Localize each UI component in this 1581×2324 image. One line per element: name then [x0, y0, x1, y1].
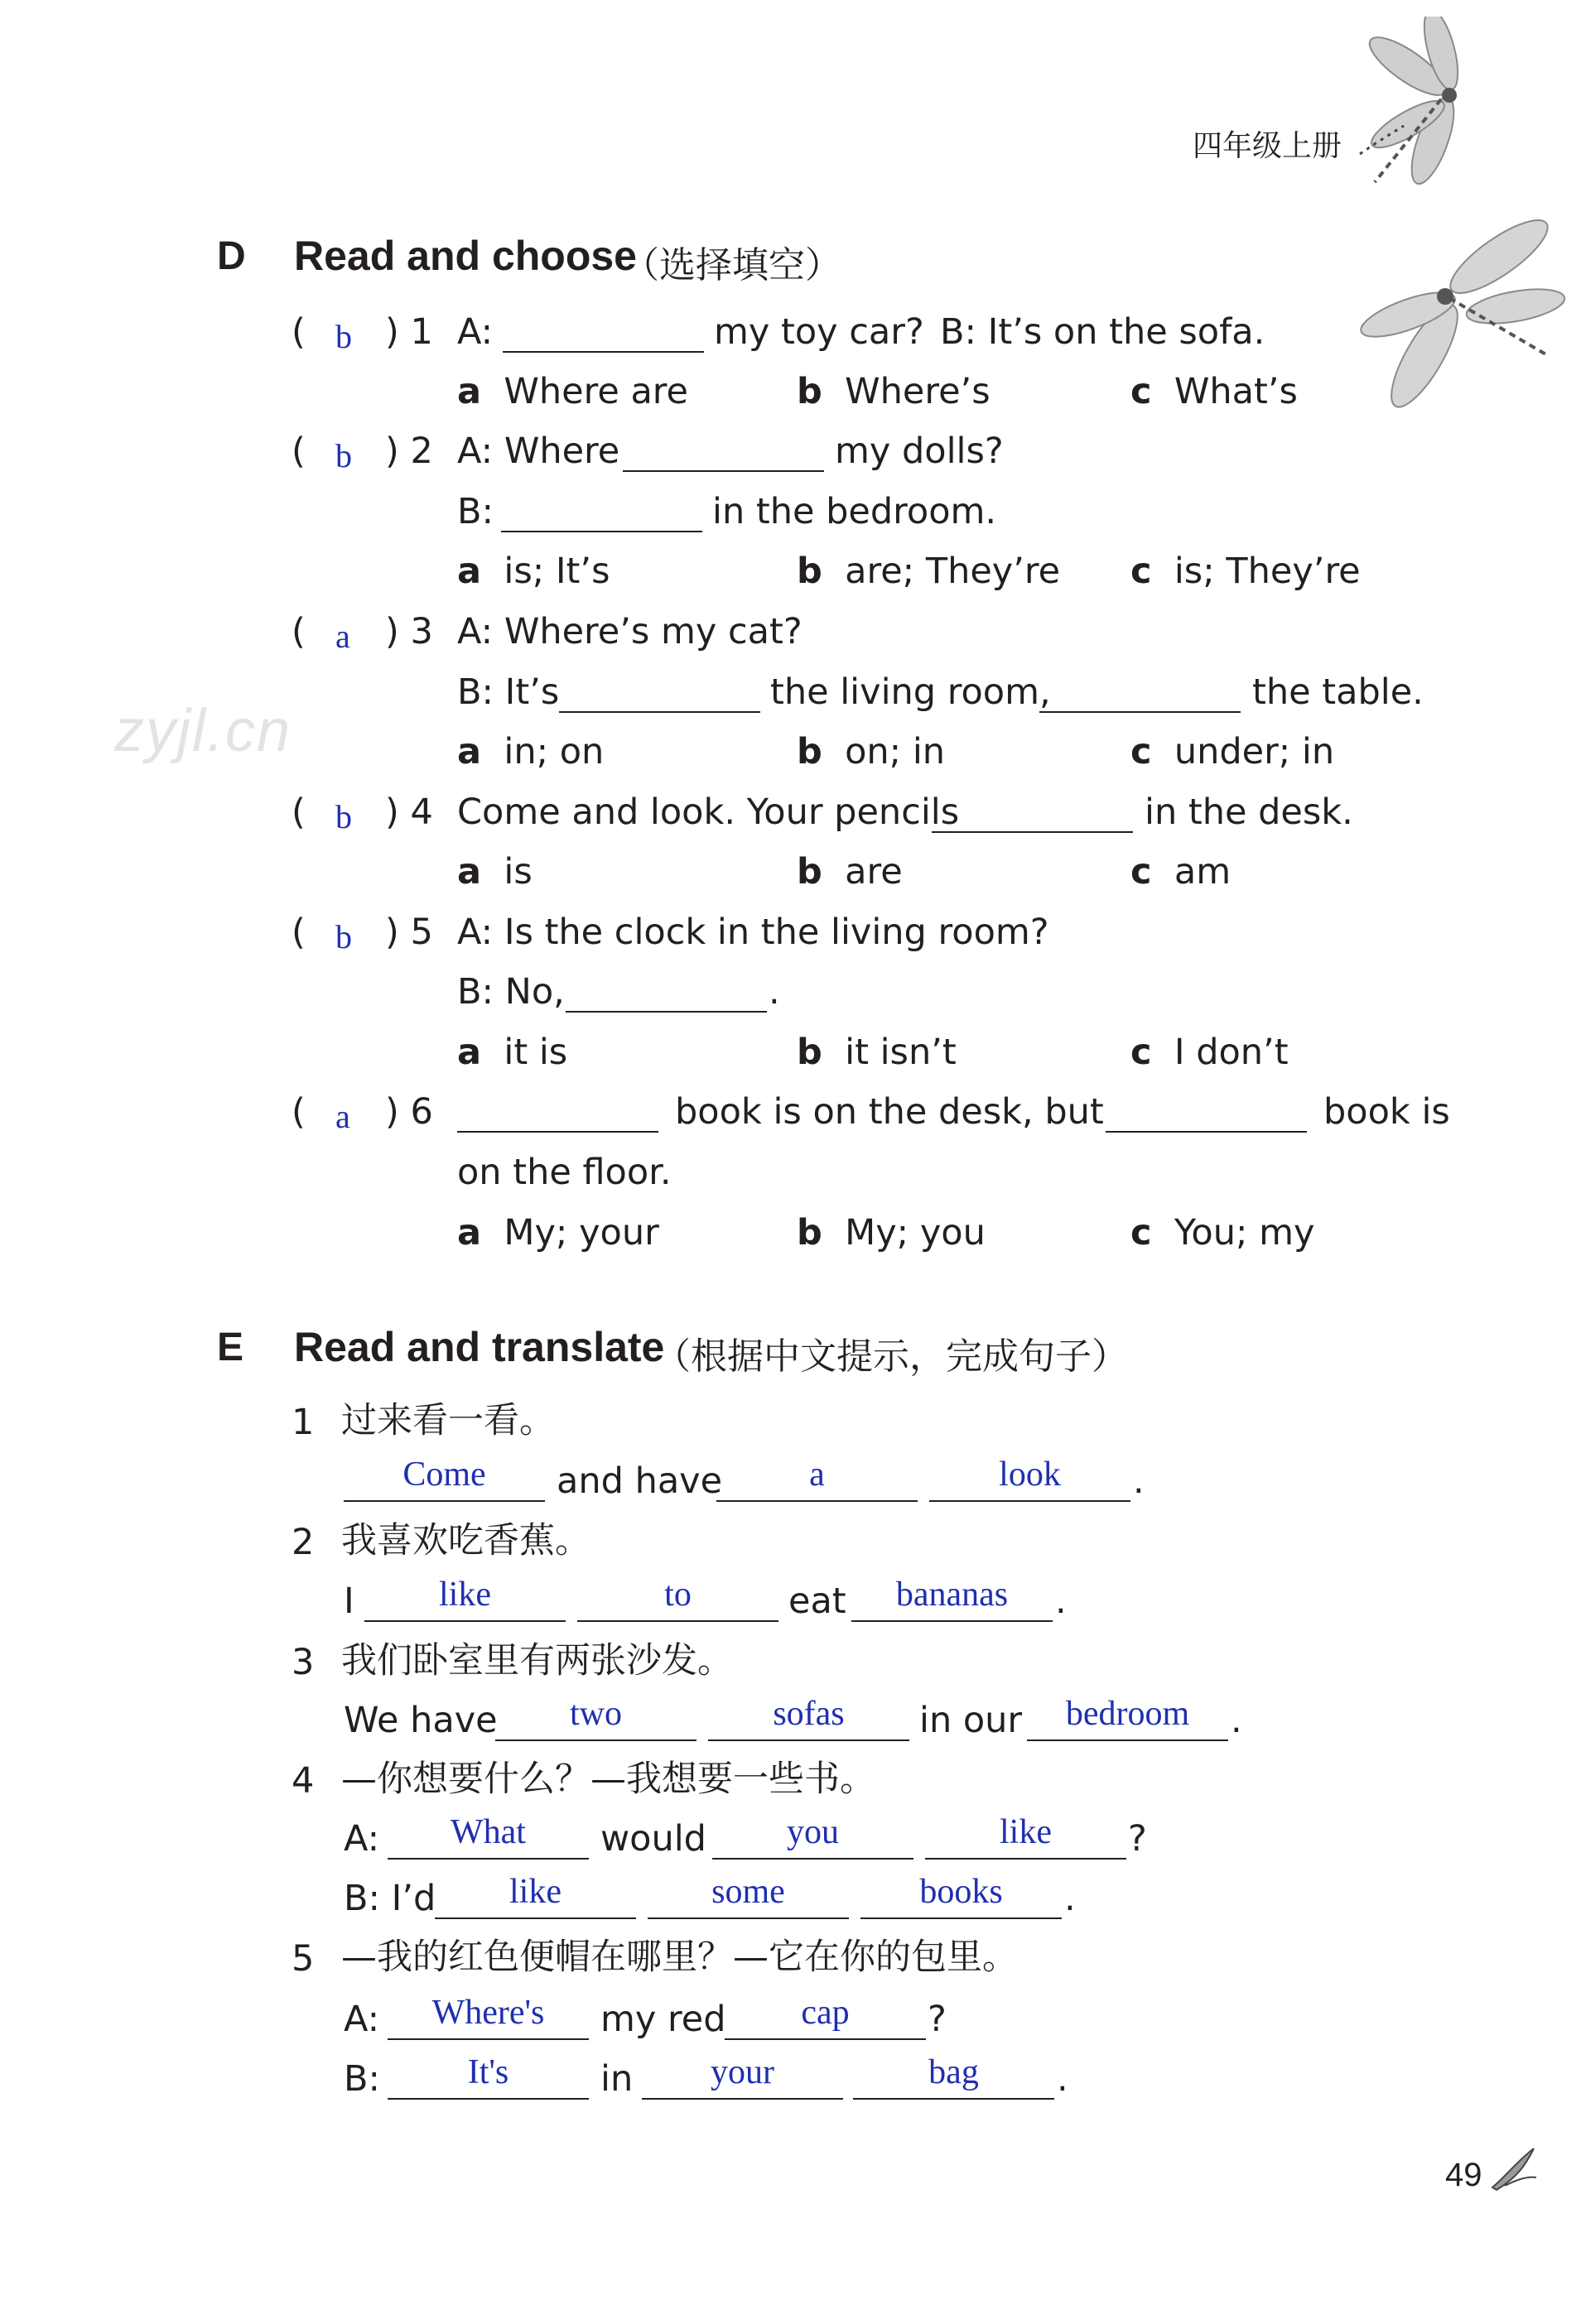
- text: my red: [600, 1999, 726, 2040]
- blank: [642, 2098, 843, 2100]
- answer: you: [787, 1813, 839, 1851]
- answer: bedroom: [1065, 1695, 1190, 1733]
- line-a-pre: A:: [344, 1999, 380, 2040]
- line1-post: my toy car?: [714, 311, 924, 353]
- line1-tail: B: It’s on the sofa.: [940, 311, 1265, 353]
- line2: on the floor.: [457, 1152, 672, 1193]
- item-number: 1: [292, 1402, 315, 1443]
- blank: [503, 351, 704, 353]
- option: a it is: [457, 1032, 568, 1073]
- blank: [435, 1917, 636, 1919]
- blank: [1106, 1131, 1307, 1133]
- chinese-prompt: 我们卧室里有两张沙发。: [341, 1640, 733, 1682]
- text: I: [344, 1581, 354, 1622]
- blank: [566, 1011, 767, 1013]
- blank: [495, 1739, 697, 1741]
- line1-mid: book is on the desk, but: [675, 1091, 1104, 1133]
- question-number: ) 4: [385, 792, 433, 833]
- punctuation: .: [1231, 1700, 1242, 1741]
- answer: cap: [801, 1994, 850, 2032]
- line2-post: in the bedroom.: [712, 491, 997, 532]
- option: c am: [1130, 851, 1232, 893]
- chinese-prompt: 我喜欢吃香蕉。: [341, 1520, 590, 1561]
- blank: [364, 1620, 566, 1622]
- option: a in; on: [457, 731, 605, 772]
- section-d-subtitle: （选择填空）: [623, 244, 841, 286]
- blank: [501, 531, 702, 532]
- blank: [851, 1620, 1053, 1622]
- line-b-pre: B:: [344, 2058, 380, 2100]
- dotted-arc-decoration: [1358, 124, 1408, 157]
- answer: Where's: [431, 1994, 545, 2032]
- option: b are; They’re: [797, 551, 1061, 592]
- answer: b: [335, 918, 352, 955]
- answer: b: [335, 437, 352, 474]
- answer: look: [999, 1456, 1061, 1494]
- option: c You; my: [1130, 1212, 1315, 1253]
- chinese-prompt: 过来看一看。: [341, 1400, 555, 1441]
- page-number: 49: [1445, 2157, 1482, 2193]
- text: eat: [788, 1581, 846, 1622]
- answer: some: [711, 1873, 785, 1911]
- answer: two: [570, 1695, 622, 1733]
- blank: [860, 1917, 1062, 1919]
- line2-pre: B: No,: [457, 971, 565, 1013]
- option: b on; in: [797, 731, 946, 772]
- chinese-prompt: —你想要什么？—我想要一些书。: [341, 1759, 875, 1800]
- answer: a: [335, 618, 350, 655]
- option: c What’s: [1130, 371, 1298, 412]
- answer: like: [509, 1873, 562, 1911]
- line1-post: in the desk.: [1145, 792, 1353, 833]
- paren-open: (: [292, 611, 306, 652]
- blank: [1039, 711, 1241, 713]
- blank: [388, 2098, 589, 2100]
- text: and have: [557, 1460, 723, 1502]
- punctuation: ?: [928, 1999, 947, 2040]
- line-a-pre: A:: [344, 1818, 380, 1860]
- blank: [344, 1500, 545, 1502]
- answer: to: [664, 1576, 692, 1614]
- line2-mid: the living room,: [770, 671, 1051, 713]
- punctuation: .: [1055, 1581, 1067, 1622]
- line2-post: .: [769, 971, 780, 1013]
- answer: like: [1000, 1813, 1052, 1851]
- option: c I don’t: [1130, 1032, 1289, 1073]
- section-d-title: Read and choose: [294, 233, 637, 279]
- line1-pre: A:: [457, 311, 494, 353]
- question-number: ) 6: [385, 1091, 433, 1133]
- watermark: zyjl.cn: [114, 698, 292, 764]
- dragonfly-decoration-bottom: [1358, 190, 1574, 431]
- blank: [577, 1620, 778, 1622]
- blank: [623, 470, 824, 472]
- paren-open: (: [292, 912, 306, 953]
- item-number: 2: [292, 1522, 315, 1563]
- question-number: ) 1: [385, 311, 433, 353]
- answer: What: [451, 1813, 526, 1851]
- chinese-prompt: —我的红色便帽在哪里？—它在你的包里。: [341, 1937, 1018, 1978]
- option: a Where are: [457, 371, 688, 412]
- paren-open: (: [292, 1091, 306, 1133]
- answer: books: [919, 1873, 1003, 1911]
- section-e-letter: E: [217, 1326, 244, 1369]
- section-e-subtitle: （根据中文提示，完成句子）: [654, 1335, 1128, 1378]
- option: a is: [457, 851, 533, 893]
- line1-pre: A: Where: [457, 431, 620, 472]
- text: in: [600, 2058, 634, 2100]
- dragonfly-decoration-top: [1358, 17, 1574, 199]
- text: in our: [919, 1700, 1023, 1741]
- paren-open: (: [292, 431, 306, 472]
- item-number: 5: [292, 1938, 315, 1980]
- line2-pre: B:: [457, 491, 494, 532]
- blank: [457, 1131, 658, 1133]
- punctuation: .: [1064, 1878, 1076, 1919]
- option: b Where’s: [797, 371, 991, 412]
- blank: [853, 2098, 1054, 2100]
- answer: a: [809, 1456, 825, 1494]
- grade-label: 四年级上册: [1193, 129, 1342, 163]
- blank: [388, 2038, 589, 2040]
- blank: [716, 1500, 918, 1502]
- answer: like: [439, 1576, 491, 1614]
- section-d-letter: D: [217, 234, 246, 278]
- question-number: ) 3: [385, 611, 433, 652]
- option: b it isn’t: [797, 1032, 957, 1073]
- answer: your: [711, 2053, 774, 2091]
- answer: bag: [928, 2053, 979, 2091]
- blank: [725, 2038, 926, 2040]
- answer: a: [335, 1098, 350, 1135]
- answer: bananas: [895, 1576, 1009, 1614]
- option: c is; They’re: [1130, 551, 1361, 592]
- text: would: [600, 1818, 706, 1860]
- punctuation: .: [1133, 1460, 1145, 1502]
- answer: b: [335, 798, 352, 835]
- option: b My; you: [797, 1212, 986, 1253]
- paren-open: (: [292, 311, 306, 353]
- text: We have: [344, 1700, 498, 1741]
- punctuation: ?: [1128, 1818, 1147, 1860]
- blank: [929, 1500, 1130, 1502]
- paren-open: (: [292, 792, 306, 833]
- blank: [932, 831, 1133, 833]
- blank: [388, 1858, 589, 1860]
- option: b are: [797, 851, 903, 893]
- line1: A: Where’s my cat?: [457, 611, 803, 652]
- question-number: ) 5: [385, 912, 433, 953]
- line2-post: the table.: [1252, 671, 1424, 713]
- answer: It's: [467, 2053, 509, 2091]
- line2-pre: B: It’s: [457, 671, 560, 713]
- blank: [708, 1739, 909, 1741]
- blank: [559, 711, 760, 713]
- blank: [1027, 1739, 1228, 1741]
- line1: A: Is the clock in the living room?: [457, 912, 1049, 953]
- blank: [648, 1917, 849, 1919]
- answer: sofas: [773, 1695, 845, 1733]
- item-number: 3: [292, 1642, 315, 1683]
- blank: [712, 1858, 913, 1860]
- line1-post: my dolls?: [835, 431, 1004, 472]
- answer: b: [335, 318, 352, 355]
- line1-pre: Come and look. Your pencils: [457, 792, 960, 833]
- answer: Come: [402, 1456, 486, 1494]
- section-e-title: Read and translate: [294, 1324, 665, 1370]
- punctuation: .: [1057, 2058, 1068, 2100]
- question-number: ) 2: [385, 431, 433, 472]
- option: a is; It’s: [457, 551, 610, 592]
- leaf-icon: [1488, 2144, 1538, 2194]
- line-b-pre: B: I’d: [344, 1878, 436, 1919]
- item-number: 4: [292, 1760, 315, 1802]
- option: c under; in: [1130, 731, 1335, 772]
- line1-post: book is: [1323, 1091, 1450, 1133]
- option: a My; your: [457, 1212, 659, 1253]
- blank: [925, 1858, 1126, 1860]
